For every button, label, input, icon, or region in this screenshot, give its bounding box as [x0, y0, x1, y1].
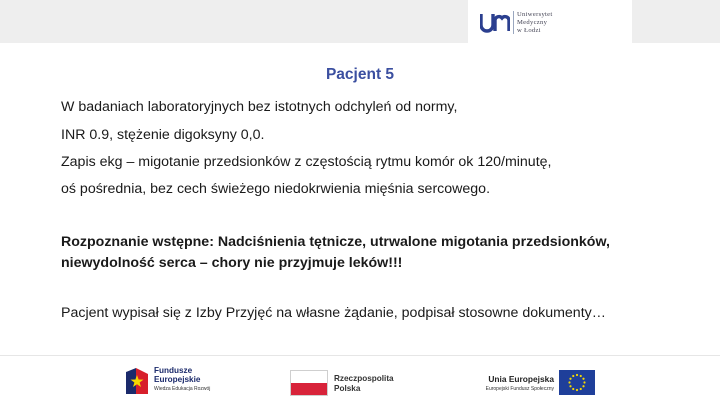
fe-subtitle: Wiedza Edukacja Rozwój — [154, 386, 211, 392]
logo-line-1: Uniwersytet — [517, 11, 553, 18]
fe-title-line-2: Europejskie — [154, 375, 201, 384]
rp-line-2: Polska — [334, 383, 361, 393]
closing-line: Pacjent wypisał się z Izby Przyjęć na własne żądanie, podpisał stosowne dokumenty… — [61, 305, 606, 321]
fundusze-europejskie-logo — [124, 365, 264, 397]
text-line: W badaniach laboratoryjnych bez istotnych odchyleń od normy, — [61, 99, 458, 115]
eu-flag-icon — [559, 370, 595, 395]
fe-title-line-1: Fundusze — [154, 366, 193, 375]
fe-star-icon — [124, 366, 150, 396]
logo-divider — [513, 11, 514, 34]
rzeczpospolita-logo — [290, 366, 410, 398]
rp-line-1: Rzeczpospolita — [334, 374, 394, 383]
diagnosis-line: Rozpoznanie wstępne: Nadciśnienia tętnicze, utrwalone migotania przedsionków, — [61, 234, 610, 250]
fe-title — [154, 366, 200, 384]
text-line: INR 0.9, stężenie digoksyny 0,0. — [61, 127, 265, 143]
logo-line-2: Medyczny — [517, 19, 548, 26]
polish-flag-icon — [290, 370, 328, 396]
university-name — [517, 11, 553, 35]
text-line: oś pośrednia, bez cech świeżego niedokrwienia mięśnia sercowego. — [61, 181, 491, 197]
rp-title — [334, 374, 394, 393]
slide-title: Pacjent 5 — [325, 66, 395, 83]
unia-europejska-logo — [474, 366, 604, 398]
logo-line-3: w Łodzi — [517, 27, 541, 34]
um-logo-icon — [480, 11, 510, 33]
ue-subtitle: Europejski Fundusz Społeczny — [485, 386, 554, 392]
ue-text — [474, 374, 554, 392]
diagnosis-line: niewydolność serca – chory nie przyjmuje leków!!! — [61, 255, 403, 271]
text-line: Zapis ekg – migotanie przedsionków z częstością rytmu komór ok 120/minutę, — [61, 154, 552, 170]
footer-divider — [0, 355, 720, 356]
ue-title: Unia Europejska — [488, 374, 554, 384]
university-logo — [468, 0, 632, 43]
